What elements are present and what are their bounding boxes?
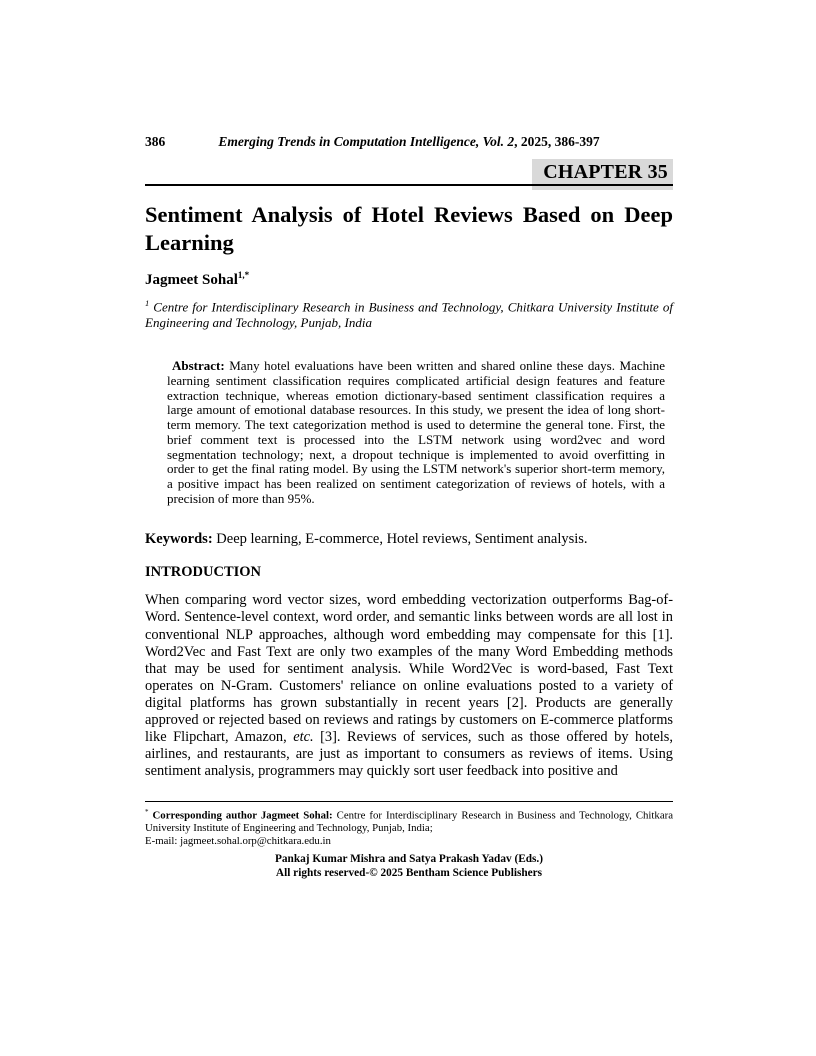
header-rule [145,184,673,186]
abstract-label: Abstract: [172,358,225,374]
keywords-text: Deep learning, E-commerce, Hotel reviews, Sentiment analysis. [212,531,588,548]
introduction-paragraph [145,592,673,780]
introduction-heading: INTRODUCTION [145,564,262,581]
page-content [145,133,673,795]
keywords [145,531,673,548]
footer-editors: Pankaj Kumar Mishra and Satya Prakash Yadav (Eds.) [274,853,544,865]
page-number: 386 [145,134,166,149]
footnote-block [145,801,673,847]
article-title: Sentiment Analysis of Hotel Reviews Based on Deep Learning [145,202,673,255]
affiliation [145,296,673,330]
footnote-text [145,806,673,847]
abstract [167,359,665,506]
running-title-pages: , 2025, 386-397 [514,134,600,149]
introduction-paragraph-part1: When comparing word vector sizes, word embedding vectorization outperforms Bag-of-Word. Sentence-level context, word order, and semantic links between words are all lost in conventional NLP approaches, although word embedding may compensate for this [1]. Word2Vec and Fast Text are only two examples of the many Word Embedding methods that may be used for sentiment analysis. While Word2Vec is word-based, Fast Text operates on N-Gram. Customers' reliance on online evaluations posted to a variety of digital platforms has grown substantially in recent years [2]. Products are generally approved or rejected based on reviews and ratings by customers on E-commerce platforms like Flipchart, Amazon, [145,592,673,746]
affiliation-marker: 1 [145,298,150,308]
footnote-rule [145,801,673,802]
affiliation-text: Centre for Interdisciplinary Research in Business and Technology, Chitkara University Institute of Engineering and Technology, Punjab, India [145,299,673,330]
footnote-body: Centre for Interdisciplinary Research in Business and Technology, Chitkara University Institute of Engineering and Technology, Punjab, India; [145,809,674,835]
running-title [215,133,603,150]
page-footer [145,853,673,880]
footer-rights: All rights reserved-© 2025 Bentham Science Publishers [275,866,543,879]
footnote-email: E-mail: jagmeet.sohal.orp@chitkara.edu.in [145,834,331,847]
footnote-label: Corresponding author Jagmeet Sohal: [152,809,333,822]
footnote-marker: * [145,808,149,816]
abstract-text: Many hotel evaluations have been written and shared online these days. Machine learning sentiment classification requires complicated artificial design features and feature extraction technique, whereas emotion dictionary-based sentiment classification requires a large amount of emotional database resources. In this study, we present the idea of long short-term memory. The text categorization method is used to determine the general tone. First, the brief comment text is processed into the LSTM network using word2vec and word segmentation technology; next, a dropout technique is implemented to avoid overfitting in order to get the final rating model. By using the LSTM network's superior short-term memory, a positive impact has been realized on sentiment categorization of reviews of hotels, with a precision of more than 95%. [167,358,665,506]
introduction-paragraph-etc: etc. [293,729,314,746]
running-header [145,133,673,150]
author-superscript: 1,* [237,270,250,280]
footnote-correspondence [145,806,673,835]
author-line [145,266,673,289]
running-title-journal: Emerging Trends in Computation Intelligence, Vol. 2 [218,134,515,149]
introduction-paragraph-part2: [3]. Reviews of services, such as those offered by hotels, airlines, and restaurants, are just as important to consumers as reviews of items. Using sentiment analysis, programmers may quickly sort user feedback into positive and [145,729,674,780]
chapter-label: CHAPTER 35 [532,159,673,190]
author-name: Jagmeet Sohal [145,272,238,288]
keywords-label: Keywords: [145,531,213,548]
